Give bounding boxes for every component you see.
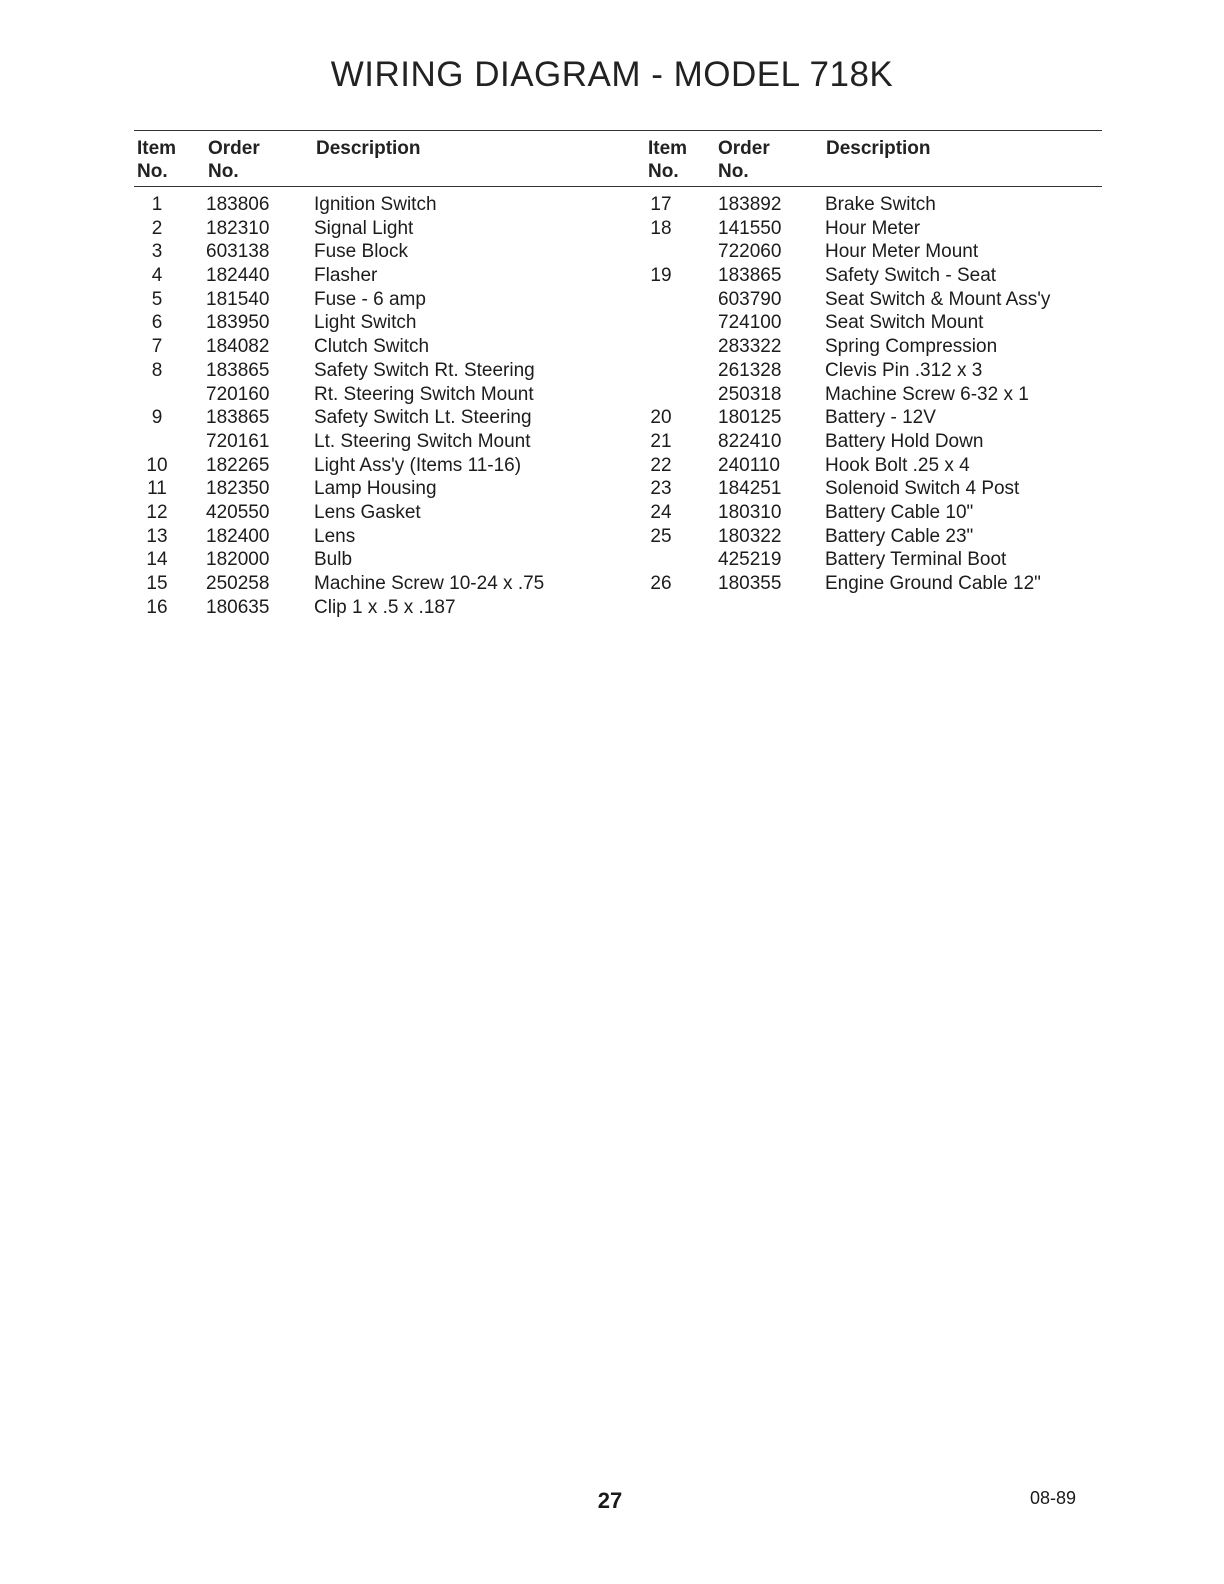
item-no: 23 [650,478,672,500]
parts-row [137,454,617,478]
order-no: 425219 [718,549,782,571]
right-item-header [648,137,687,183]
part-description: Machine Screw 6-32 x 1 [825,383,1029,405]
order-no: 250258 [206,573,270,594]
left-order-header [208,137,260,183]
parts-row [640,454,1100,478]
part-description: Fuse Block [314,241,408,263]
item-no: 16 [146,596,168,618]
item-no: 10 [146,454,168,476]
item-no: 18 [650,217,672,239]
item-no: 19 [650,265,672,287]
parts-row [640,501,1100,525]
part-description: Solenoid Switch 4 Post [825,478,1020,500]
item-no: 21 [650,430,672,452]
order-no: 240110 [718,454,780,476]
item-no: 15 [146,573,168,594]
order-no: 183950 [206,312,270,334]
left-description-header-label: Description [316,138,421,159]
item-no: 12 [146,501,168,523]
date-code: 08-89 [1030,1488,1077,1508]
item-no: 13 [146,525,168,547]
item-no: 2 [151,217,163,239]
order-no: 182265 [206,454,270,476]
header-top-rule [134,130,1102,131]
part-description: Rt. Steering Switch Mount [314,383,534,405]
order-no: 182310 [206,217,270,239]
item-no: 8 [151,359,163,381]
item-no: 4 [151,265,163,287]
item-no: 24 [650,501,672,523]
item-no: 25 [650,525,672,547]
part-description: Machine Screw 10-24 x .75 [314,573,545,594]
order-no: 181540 [206,288,270,310]
parts-row [640,359,1100,383]
item-no: 1 [151,194,163,215]
part-description: Light Ass'y (Items 11-16) [314,454,522,476]
item-no: 11 [147,478,167,500]
parts-row [640,193,1100,217]
part-description: Battery - 12V [825,407,936,429]
order-no: 724100 [718,312,782,334]
part-description: Battery Hold Down [825,430,984,452]
left-description-header [316,137,421,160]
part-description: Hour Meter Mount [825,241,979,263]
order-no: 250318 [718,383,782,405]
parts-row [137,477,617,501]
parts-row [137,430,617,454]
part-description: Lamp Housing [314,478,437,500]
order-no: 182440 [206,265,270,287]
left-item-header-line2: No. [137,161,168,182]
part-description: Hook Bolt .25 x 4 [825,454,970,476]
parts-row [137,359,617,383]
part-description: Safety Switch Lt. Steering [314,407,532,429]
parts-row [640,264,1100,288]
order-no: 180355 [718,573,782,594]
right-parts-list [640,193,1100,596]
part-description: Lens [314,525,356,547]
order-no: 720161 [206,430,270,452]
order-no: 183865 [206,407,270,429]
right-description-header-label: Description [826,138,931,159]
item-no: 22 [650,454,672,476]
part-description: Safety Switch Rt. Steering [314,359,535,381]
parts-row [137,596,617,620]
item-no: 9 [151,407,163,429]
order-no: 183865 [206,359,270,381]
header-bottom-rule [134,186,1102,187]
part-description: Brake Switch [825,194,936,215]
item-no: 3 [151,241,163,263]
order-no: 182350 [206,478,270,500]
right-description-header [826,137,931,160]
parts-row [640,477,1100,501]
order-no: 283322 [718,336,782,358]
order-no: 603138 [206,241,270,263]
part-description: Signal Light [314,217,414,239]
order-no: 183892 [718,194,782,215]
left-order-header-line2: No. [208,161,239,182]
order-no: 180322 [718,525,782,547]
part-description: Bulb [314,549,353,571]
parts-row [640,406,1100,430]
order-no: 720160 [206,383,270,405]
parts-row [137,406,617,430]
part-description: Flasher [314,265,378,287]
order-no: 183806 [206,194,270,215]
part-description: Lens Gasket [314,501,421,523]
order-no: 180310 [718,501,782,523]
page-title: WIRING DIAGRAM - MODEL 718K [330,55,894,94]
part-description: Seat Switch Mount [825,312,984,334]
part-description: Ignition Switch [314,194,437,215]
item-no: 26 [650,573,672,594]
item-no: 14 [146,549,168,571]
parts-row [137,217,617,241]
parts-row [640,430,1100,454]
order-no: 420550 [206,501,270,523]
parts-row [137,501,617,525]
order-no: 180125 [718,407,782,429]
parts-row [137,548,617,572]
left-item-header-line1: Item [137,138,177,159]
order-no: 184082 [206,336,270,358]
parts-row [640,548,1100,572]
item-no: 6 [151,312,163,334]
parts-row [137,383,617,407]
parts-row [137,240,617,264]
order-no: 722060 [718,241,782,263]
parts-row [640,311,1100,335]
parts-row [137,335,617,359]
parts-row [137,288,617,312]
order-no: 822410 [718,430,782,452]
order-no: 184251 [718,478,782,500]
order-no: 182000 [206,549,270,571]
parts-row [137,525,617,549]
part-description: Battery Cable 10" [825,501,974,523]
order-no: 141550 [718,217,782,239]
parts-row [137,572,617,596]
parts-row [640,240,1100,264]
part-description: Lt. Steering Switch Mount [314,430,531,452]
part-description: Safety Switch - Seat [825,265,997,287]
item-no: 5 [151,288,163,310]
right-item-header-line1: Item [648,138,688,159]
right-order-header-line1: Order [718,138,770,159]
part-description: Clevis Pin .312 x 3 [825,359,983,381]
right-item-header-line2: No. [648,161,679,182]
part-description: Clutch Switch [314,336,430,358]
parts-row [640,335,1100,359]
right-order-header [718,137,770,183]
parts-row [137,193,617,217]
parts-row [640,525,1100,549]
item-no: 20 [650,407,672,429]
parts-row [640,217,1100,241]
part-description: Fuse - 6 amp [314,288,426,310]
order-no: 183865 [718,265,782,287]
left-order-header-line1: Order [208,138,260,159]
part-description: Battery Terminal Boot [825,549,1007,571]
left-item-header [137,137,176,183]
item-no: 7 [151,336,163,358]
parts-row [640,288,1100,312]
order-no: 261328 [718,359,782,381]
parts-row [137,264,617,288]
part-description: Battery Cable 23" [825,525,974,547]
order-no: 182400 [206,525,270,547]
order-no: 603790 [718,288,782,310]
part-description: Engine Ground Cable 12" [825,573,1041,594]
part-description: Hour Meter [825,217,921,239]
left-parts-list [137,193,617,619]
part-description: Clip 1 x .5 x .187 [314,596,456,618]
right-order-header-line2: No. [718,161,749,182]
item-no: 17 [650,194,672,215]
parts-row [137,311,617,335]
parts-row [640,572,1100,596]
order-no: 180635 [206,596,270,618]
parts-row [640,383,1100,407]
part-description: Spring Compression [825,336,998,358]
part-description: Light Switch [314,312,417,334]
page-number: 27 [597,1488,623,1513]
part-description: Seat Switch & Mount Ass'y [825,288,1051,310]
